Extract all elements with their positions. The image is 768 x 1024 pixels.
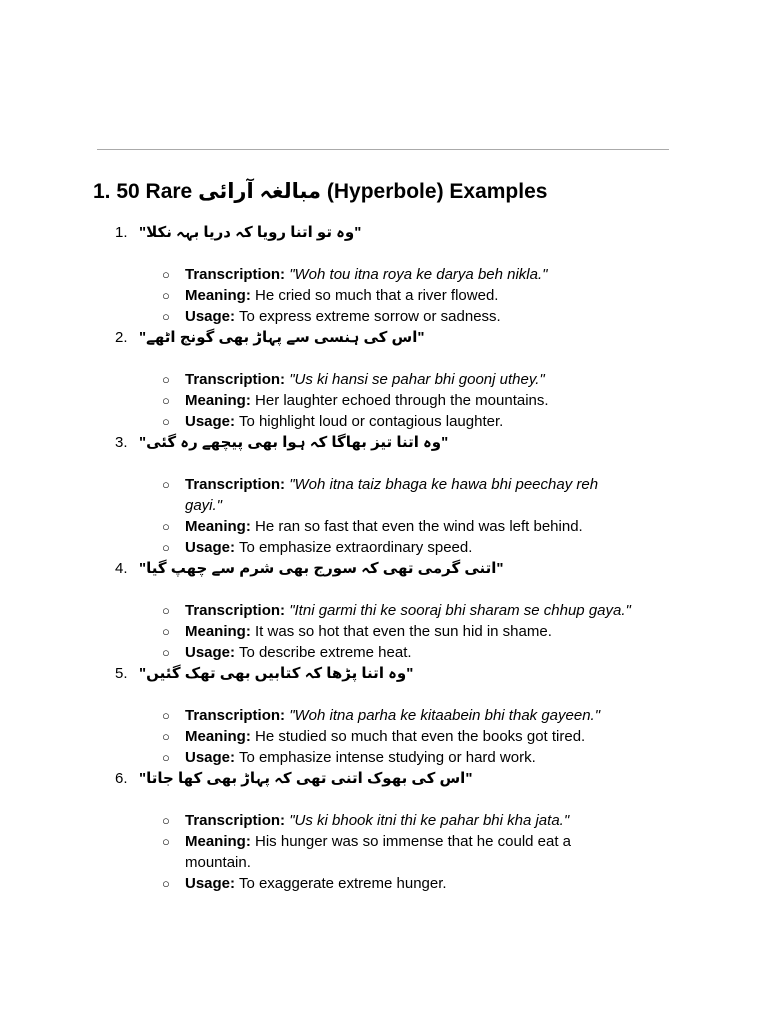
meaning-label: Meaning: [185, 833, 251, 850]
meaning-text: It was so hot that even the sun hid in shame. [255, 623, 552, 640]
usage-row [0, 873, 635, 894]
meaning-row [0, 390, 635, 411]
examples-list [0, 222, 768, 894]
hollow-circle-bullet: ○ [162, 540, 170, 555]
usage-row [0, 411, 635, 432]
usage-row [0, 537, 635, 558]
usage-row [0, 747, 635, 768]
urdu-phrase: "وہ اتنا پڑھا کہ کتابیں بھی تھک گئیں" [139, 665, 414, 682]
hollow-circle-bullet: ○ [162, 477, 170, 492]
example-number: 1. [115, 224, 128, 241]
horizontal-rule [97, 149, 669, 150]
usage-label: Usage: [185, 413, 236, 430]
urdu-phrase: "اتنی گرمی تھی کہ سورج بھی شرم سے چھپ گیا" [139, 560, 504, 577]
example-title [0, 663, 768, 684]
meaning-row [0, 831, 635, 873]
example-details [0, 453, 768, 558]
example-number: 4. [115, 560, 128, 577]
usage-row [0, 642, 635, 663]
hollow-circle-bullet: ○ [162, 372, 170, 387]
example-details [0, 348, 768, 432]
meaning-label: Meaning: [185, 392, 251, 409]
example-item [0, 558, 768, 663]
urdu-phrase: "وہ تو اتنا رویا کہ دریا بہہ نکلا" [139, 224, 362, 241]
meaning-row [0, 285, 635, 306]
transcription-text: "Woh itna taiz bhaga ke hawa bhi peechay reh gayi." [185, 476, 599, 514]
transcription-label: Transcription: [185, 266, 286, 283]
example-title [0, 432, 768, 453]
example-details [0, 243, 768, 327]
hollow-circle-bullet: ○ [162, 645, 170, 660]
urdu-phrase: "وہ اتنا تیز بھاگا کہ ہوا بھی پیچھے رہ گئی" [139, 434, 449, 451]
hollow-circle-bullet: ○ [162, 750, 170, 765]
usage-row [0, 306, 635, 327]
usage-label: Usage: [185, 644, 236, 661]
transcription-text: "Woh itna parha ke kitaabein bhi thak gayeen." [289, 707, 601, 724]
example-title [0, 327, 768, 348]
meaning-label: Meaning: [185, 728, 251, 745]
transcription-text: "Woh tou itna roya ke darya beh nikla." [289, 266, 548, 283]
meaning-text: He cried so much that a river flowed. [255, 287, 499, 304]
usage-text: To emphasize intense studying or hard work. [238, 749, 536, 766]
hollow-circle-bullet: ○ [162, 288, 170, 303]
page-title: 1. 50 Rare مبالغہ آرائی (Hyperbole) Examples [93, 180, 548, 203]
usage-label: Usage: [185, 749, 236, 766]
example-item [0, 768, 768, 894]
meaning-text: Her laughter echoed through the mountains. [255, 392, 549, 409]
example-title [0, 768, 768, 789]
usage-label: Usage: [185, 308, 236, 325]
urdu-phrase: "اس کی بھوک اتنی تھی کہ پہاڑ بھی کھا جاتا" [139, 770, 473, 787]
hollow-circle-bullet: ○ [162, 267, 170, 282]
hollow-circle-bullet: ○ [162, 729, 170, 744]
transcription-row [0, 810, 635, 831]
hollow-circle-bullet: ○ [162, 876, 170, 891]
transcription-label: Transcription: [185, 707, 286, 724]
transcription-label: Transcription: [185, 371, 286, 388]
transcription-row [0, 264, 635, 285]
example-number: 3. [115, 434, 128, 451]
transcription-row [0, 705, 635, 726]
usage-label: Usage: [185, 539, 236, 556]
example-item [0, 432, 768, 558]
example-details [0, 579, 768, 663]
hollow-circle-bullet: ○ [162, 624, 170, 639]
meaning-text: He studied so much that even the books got tired. [255, 728, 586, 745]
transcription-row [0, 369, 635, 390]
transcription-row [0, 600, 635, 621]
example-title [0, 558, 768, 579]
transcription-label: Transcription: [185, 476, 286, 493]
transcription-label: Transcription: [185, 812, 286, 829]
usage-text: To emphasize extraordinary speed. [238, 539, 473, 556]
meaning-label: Meaning: [185, 518, 251, 535]
hollow-circle-bullet: ○ [162, 414, 170, 429]
hollow-circle-bullet: ○ [162, 603, 170, 618]
usage-text: To describe extreme heat. [238, 644, 412, 661]
meaning-text: He ran so fast that even the wind was left behind. [255, 518, 583, 535]
usage-text: To highlight loud or contagious laughter. [238, 413, 504, 430]
transcription-text: "Us ki hansi se pahar bhi goonj uthey." [289, 371, 545, 388]
meaning-text: His hunger was so immense that he could eat a mountain. [185, 833, 572, 871]
example-item [0, 663, 768, 768]
usage-label: Usage: [185, 875, 236, 892]
example-number: 5. [115, 665, 128, 682]
example-details [0, 789, 768, 894]
hollow-circle-bullet: ○ [162, 309, 170, 324]
example-item [0, 327, 768, 432]
example-number: 2. [115, 329, 128, 346]
hollow-circle-bullet: ○ [162, 813, 170, 828]
meaning-row [0, 621, 635, 642]
example-number: 6. [115, 770, 128, 787]
usage-text: To exaggerate extreme hunger. [238, 875, 447, 892]
hollow-circle-bullet: ○ [162, 708, 170, 723]
meaning-row [0, 726, 635, 747]
hollow-circle-bullet: ○ [162, 393, 170, 408]
transcription-text: "Itni garmi thi ke sooraj bhi sharam se chhup gaya." [289, 602, 631, 619]
meaning-label: Meaning: [185, 623, 251, 640]
example-details [0, 684, 768, 768]
example-item [0, 222, 768, 327]
usage-text: To express extreme sorrow or sadness. [238, 308, 501, 325]
urdu-phrase: "اس کی ہنسی سے پہاڑ بھی گونج اٹھے" [139, 329, 425, 346]
transcription-label: Transcription: [185, 602, 286, 619]
transcription-text: "Us ki bhook itni thi ke pahar bhi kha jata." [289, 812, 570, 829]
hollow-circle-bullet: ○ [162, 519, 170, 534]
meaning-label: Meaning: [185, 287, 251, 304]
meaning-row [0, 516, 635, 537]
example-title [0, 222, 768, 243]
transcription-row [0, 474, 635, 516]
hollow-circle-bullet: ○ [162, 834, 170, 849]
